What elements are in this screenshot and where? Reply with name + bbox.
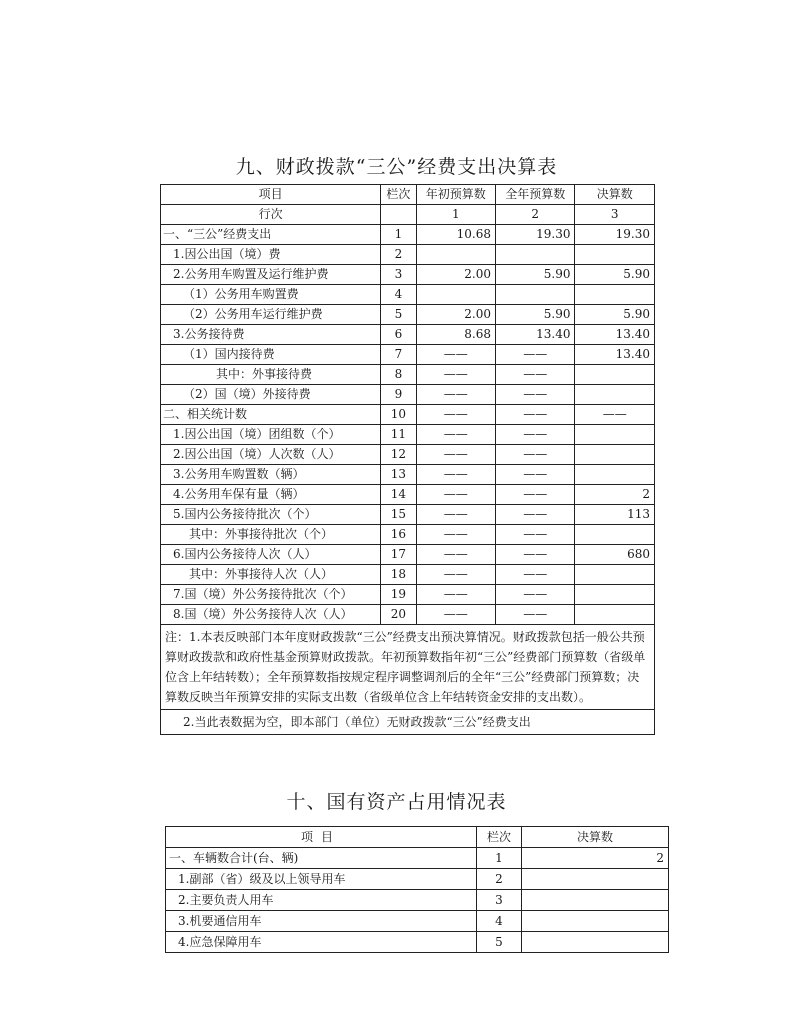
row-seq: 9 xyxy=(381,385,416,405)
row-seq: 15 xyxy=(381,505,416,525)
row-final-accounts xyxy=(575,585,655,605)
row-item: 二、相关统计数 xyxy=(161,405,381,425)
row-initial-budget: —— xyxy=(416,425,495,445)
row-initial-budget xyxy=(416,285,495,305)
table-row xyxy=(166,890,669,911)
table-row xyxy=(161,445,655,465)
table-row xyxy=(161,265,655,285)
row-initial-budget: —— xyxy=(416,565,495,585)
row-item: 其中：外事接待批次（个） xyxy=(161,525,381,545)
header-full-year-budget: 全年预算数 xyxy=(496,185,575,205)
table-row xyxy=(161,465,655,485)
row-item: 8.国（境）外公务接待人次（人） xyxy=(161,605,381,625)
row-initial-budget: —— xyxy=(416,385,495,405)
row-seq: 8 xyxy=(381,365,416,385)
table-row xyxy=(161,365,655,385)
row-final-accounts: 680 xyxy=(575,545,655,565)
row-final-accounts: 13.40 xyxy=(575,325,655,345)
asset-row-seq: 4 xyxy=(477,911,522,932)
table-row xyxy=(161,385,655,405)
table1-subheader-row xyxy=(161,205,655,225)
row-final-accounts: —— xyxy=(575,405,655,425)
row-seq: 13 xyxy=(381,465,416,485)
table-row xyxy=(161,325,655,345)
row-final-accounts xyxy=(575,525,655,545)
row-full-year-budget: 19.30 xyxy=(496,225,575,245)
row-item: 1.因公出国（境）团组数（个） xyxy=(161,425,381,445)
table-row xyxy=(161,285,655,305)
table-row xyxy=(161,605,655,625)
table-row xyxy=(161,225,655,245)
row-final-accounts xyxy=(575,565,655,585)
row-item: 6.国内公务接待人次（人） xyxy=(161,545,381,565)
row-initial-budget: —— xyxy=(416,525,495,545)
row-seq: 17 xyxy=(381,545,416,565)
table-row xyxy=(166,869,669,890)
header-initial-budget: 年初预算数 xyxy=(416,185,495,205)
row-final-accounts xyxy=(575,425,655,445)
row-final-accounts xyxy=(575,365,655,385)
row-item: 其中：外事接待人次（人） xyxy=(161,565,381,585)
table-row xyxy=(166,848,669,869)
subheader-col2: 2 xyxy=(496,205,575,225)
row-item: 1.因公出国（境）费 xyxy=(161,245,381,265)
row-item: 7.国（境）外公务接待批次（个） xyxy=(161,585,381,605)
asset-row-item: 3.机要通信用车 xyxy=(166,911,477,932)
row-seq: 19 xyxy=(381,585,416,605)
row-full-year-budget: 5.90 xyxy=(496,305,575,325)
row-final-accounts xyxy=(575,445,655,465)
table2-header-seq: 栏次 xyxy=(477,827,522,848)
row-initial-budget: —— xyxy=(416,445,495,465)
row-full-year-budget: —— xyxy=(496,445,575,465)
row-seq: 5 xyxy=(381,305,416,325)
row-full-year-budget: —— xyxy=(496,425,575,445)
asset-row-item: 2.主要负责人用车 xyxy=(166,890,477,911)
row-full-year-budget xyxy=(496,285,575,305)
row-full-year-budget: 5.90 xyxy=(496,265,575,285)
asset-row-seq: 5 xyxy=(477,932,522,953)
row-item: （2）公务用车运行维护费 xyxy=(161,305,381,325)
row-final-accounts xyxy=(575,385,655,405)
row-item: 3.公务接待费 xyxy=(161,325,381,345)
row-initial-budget: —— xyxy=(416,465,495,485)
table-row xyxy=(161,305,655,325)
asset-row-value xyxy=(522,932,669,953)
table-row xyxy=(161,485,655,505)
table1-note-row-2 xyxy=(161,710,655,735)
table-row xyxy=(161,425,655,445)
row-initial-budget: —— xyxy=(416,405,495,425)
asset-row-value: 2 xyxy=(522,848,669,869)
row-seq: 12 xyxy=(381,445,416,465)
table2-header-row xyxy=(166,827,669,848)
asset-row-item: 一、车辆数合计(台、辆) xyxy=(166,848,477,869)
asset-row-value xyxy=(522,869,669,890)
header-seq: 栏次 xyxy=(381,185,416,205)
row-seq: 6 xyxy=(381,325,416,345)
row-final-accounts: 13.40 xyxy=(575,345,655,365)
row-seq: 20 xyxy=(381,605,416,625)
subheader-item: 行次 xyxy=(161,205,381,225)
table-row xyxy=(166,911,669,932)
row-full-year-budget: —— xyxy=(496,365,575,385)
row-initial-budget: —— xyxy=(416,545,495,565)
row-full-year-budget: —— xyxy=(496,465,575,485)
subheader-col3: 3 xyxy=(575,205,655,225)
row-full-year-budget xyxy=(496,245,575,265)
state-assets-table xyxy=(165,826,669,953)
asset-row-value xyxy=(522,911,669,932)
table1-body xyxy=(161,225,655,625)
row-initial-budget: —— xyxy=(416,345,495,365)
asset-row-seq: 1 xyxy=(477,848,522,869)
subheader-seq xyxy=(381,205,416,225)
row-final-accounts: 113 xyxy=(575,505,655,525)
row-full-year-budget: —— xyxy=(496,585,575,605)
row-final-accounts xyxy=(575,245,655,265)
row-initial-budget: —— xyxy=(416,585,495,605)
table-row xyxy=(161,245,655,265)
row-final-accounts: 2 xyxy=(575,485,655,505)
row-item: 4.公务用车保有量（辆） xyxy=(161,485,381,505)
row-initial-budget: —— xyxy=(416,505,495,525)
table-row xyxy=(161,565,655,585)
row-item: （1）公务用车购置费 xyxy=(161,285,381,305)
row-seq: 1 xyxy=(381,225,416,245)
table2-header-value: 决算数 xyxy=(522,827,669,848)
table2-header-item: 项目 xyxy=(166,827,477,848)
row-initial-budget: 2.00 xyxy=(416,305,495,325)
row-item: 2.公务用车购置及运行维护费 xyxy=(161,265,381,285)
row-seq: 16 xyxy=(381,525,416,545)
row-item: 3.公务用车购置数（辆） xyxy=(161,465,381,485)
table-row xyxy=(161,585,655,605)
row-seq: 10 xyxy=(381,405,416,425)
row-final-accounts: 5.90 xyxy=(575,305,655,325)
row-seq: 7 xyxy=(381,345,416,365)
row-item: 2.因公出国（境）人次数（人） xyxy=(161,445,381,465)
header-final-accounts: 决算数 xyxy=(575,185,655,205)
row-seq: 3 xyxy=(381,265,416,285)
table2-body xyxy=(166,848,669,953)
row-initial-budget: —— xyxy=(416,605,495,625)
row-initial-budget: —— xyxy=(416,485,495,505)
table-row xyxy=(161,525,655,545)
row-full-year-budget: —— xyxy=(496,485,575,505)
row-seq: 4 xyxy=(381,285,416,305)
row-seq: 2 xyxy=(381,245,416,265)
header-item: 项目 xyxy=(161,185,381,205)
row-full-year-budget: —— xyxy=(496,605,575,625)
row-item: 一、“三公”经费支出 xyxy=(161,225,381,245)
table-row xyxy=(166,932,669,953)
table-row xyxy=(161,505,655,525)
row-seq: 11 xyxy=(381,425,416,445)
row-final-accounts: 19.30 xyxy=(575,225,655,245)
row-initial-budget: 10.68 xyxy=(416,225,495,245)
row-item: （1）国内接待费 xyxy=(161,345,381,365)
row-full-year-budget: —— xyxy=(496,345,575,365)
table-row xyxy=(161,545,655,565)
row-full-year-budget: —— xyxy=(496,505,575,525)
row-final-accounts xyxy=(575,605,655,625)
table2-title: 十、国有资产占用情况表 xyxy=(286,791,507,813)
table1-header-row xyxy=(161,185,655,205)
row-final-accounts xyxy=(575,465,655,485)
row-full-year-budget: 13.40 xyxy=(496,325,575,345)
row-full-year-budget: —— xyxy=(496,385,575,405)
asset-row-seq: 2 xyxy=(477,869,522,890)
row-seq: 18 xyxy=(381,565,416,585)
row-item: 其中：外事接待费 xyxy=(161,365,381,385)
row-item: （2）国（境）外接待费 xyxy=(161,385,381,405)
row-full-year-budget: —— xyxy=(496,405,575,425)
table1-title: 九、财政拨款“三公”经费支出决算表 xyxy=(235,156,558,178)
table-row xyxy=(161,345,655,365)
row-final-accounts xyxy=(575,285,655,305)
table1-note-2: 2.当此表数据为空，即本部门（单位）无财政拨款“三公”经费支出 xyxy=(161,710,655,735)
table1-note-1: 注：1.本表反映部门本年度财政拨款“三公”经费支出预决算情况。财政拨款包括一般公共预算财政拨款和政府性基金预算财政拨款。年初预算数指年初“三公”经费部门预算数（省级单位含上年结转数）；全年预算数指按规定程序调整调剂后的全年“三公”经费部门预算数；决算数反映当年预算安排的实际支出数（省级单位含上年结转资金安排的支出数）。 xyxy=(161,625,655,710)
row-initial-budget: 2.00 xyxy=(416,265,495,285)
three-public-expenses-table xyxy=(160,184,655,735)
row-final-accounts: 5.90 xyxy=(575,265,655,285)
asset-row-item: 4.应急保障用车 xyxy=(166,932,477,953)
subheader-col1: 1 xyxy=(416,205,495,225)
row-full-year-budget: —— xyxy=(496,565,575,585)
asset-row-value xyxy=(522,890,669,911)
row-initial-budget xyxy=(416,245,495,265)
row-full-year-budget: —— xyxy=(496,545,575,565)
asset-row-seq: 3 xyxy=(477,890,522,911)
row-item: 5.国内公务接待批次（个） xyxy=(161,505,381,525)
row-initial-budget: 8.68 xyxy=(416,325,495,345)
table1-note-row xyxy=(161,625,655,710)
row-seq: 14 xyxy=(381,485,416,505)
row-initial-budget: —— xyxy=(416,365,495,385)
table-row xyxy=(161,405,655,425)
asset-row-item: 1.副部（省）级及以上领导用车 xyxy=(166,869,477,890)
row-full-year-budget: —— xyxy=(496,525,575,545)
